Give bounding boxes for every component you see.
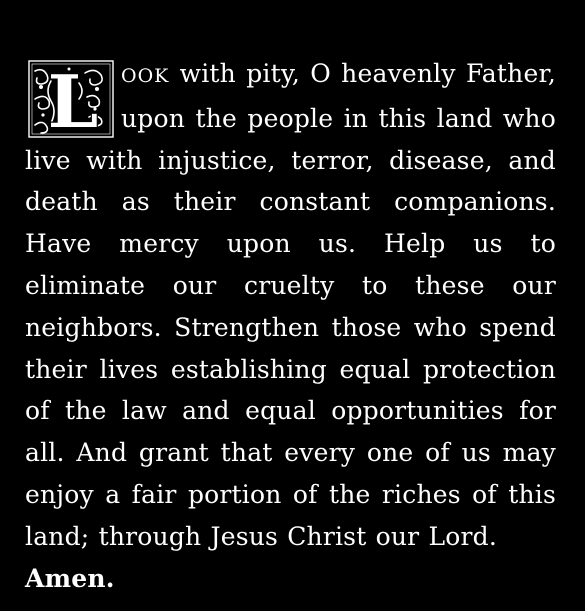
ornamental-initial <box>25 59 117 139</box>
initial-letter: L <box>47 59 99 139</box>
prayer-text-block <box>25 53 556 599</box>
ornamental-initial-art <box>25 59 117 139</box>
first-word-remainder: OOK <box>121 65 170 87</box>
prayer-closing: Amen. <box>25 563 115 593</box>
prayer-body: with pity, O heavenly Father, upon the people in this land who live with injustice, terror, disease, and death as their constant companions. Have mercy upon us. Help us to eliminate our cruelty to these our neighbors. Strengthen those who spend their lives establishing equal protection of the law and equal opportunities for all. And grant that every one of us may enjoy a fair portion of the riches of this land; through Jesus Christ our Lord. <box>25 59 556 551</box>
